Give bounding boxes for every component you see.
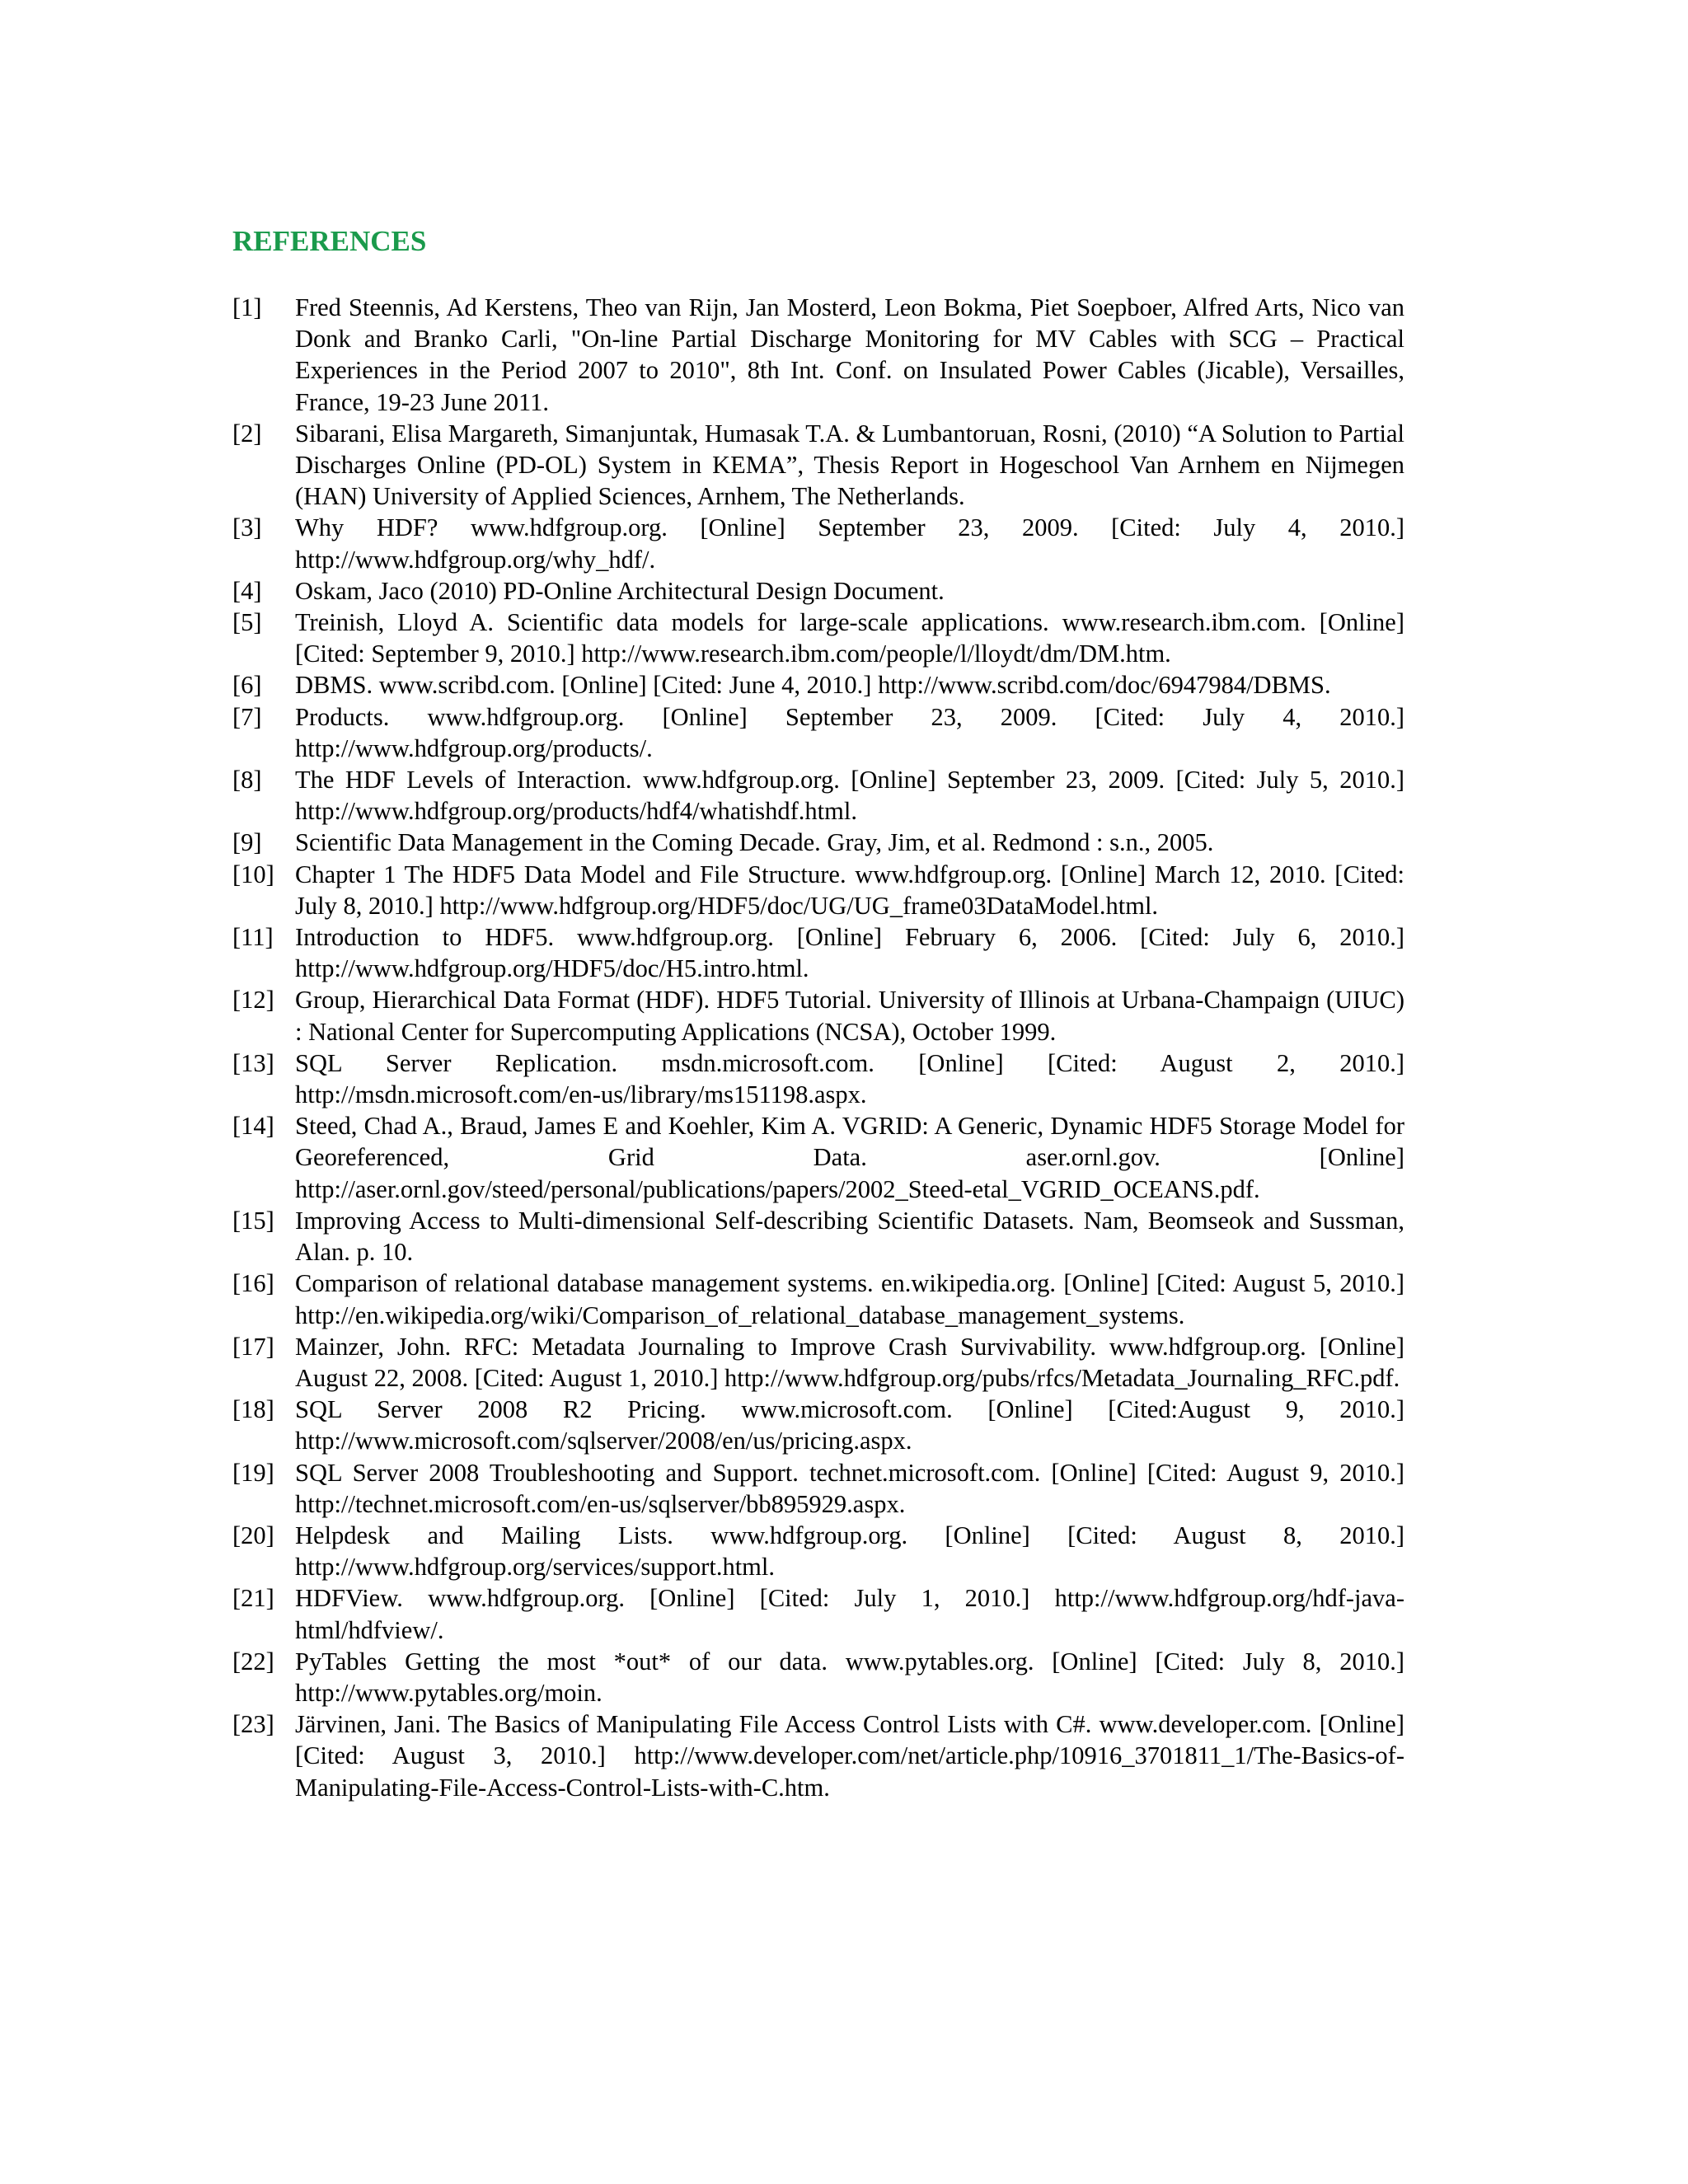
reference-item-3	[232, 512, 1404, 574]
reference-number: [8]	[232, 766, 262, 794]
reference-text: SQL Server 2008 R2 Pricing. www.microsoft.com. [Online] [Cited:August 9, 2010.] http://www.microsoft.com/sqlserver/2008/en/us/pricing.aspx.	[295, 1395, 1404, 1455]
reference-item-8	[232, 764, 1404, 827]
reference-text: Järvinen, Jani. The Basics of Manipulating File Access Control Lists with C#. www.developer.com. [Online] [Cited: August 3, 2010.] http://www.developer.com/net/article.php/10916_3701811_1/The-Basics-of-Manipulating-File-Access-Control-Lists-with-C.htm.	[295, 1710, 1404, 1802]
reference-text: SQL Server Replication. msdn.microsoft.com. [Online] [Cited: August 2, 2010.] http://msdn.microsoft.com/en-us/library/ms151198.aspx.	[295, 1048, 1404, 1109]
reference-text: Mainzer, John. RFC: Metadata Journaling to Improve Crash Survivability. www.hdfgroup.org. [Online] August 22, 2008. [Cited: August 1, 2010.] http://www.hdfgroup.org/pubs/rfcs/Metadata_Journaling_RFC.pdf.	[295, 1332, 1404, 1392]
reference-text: Introduction to HDF5. www.hdfgroup.org. [Online] February 6, 2006. [Cited: July 6, 2010.] http://www.hdfgroup.org/HDF5/doc/H5.intro.html.	[295, 923, 1404, 983]
reference-list	[232, 292, 1404, 1803]
reference-number: [21]	[232, 1584, 274, 1613]
reference-number: [14]	[232, 1112, 274, 1141]
reference-item-20	[232, 1520, 1404, 1582]
reference-text: HDFView. www.hdfgroup.org. [Online] [Cited: July 1, 2010.] http://www.hdfgroup.org/hdf-java-html/hdfview/.	[295, 1584, 1404, 1644]
reference-item-17	[232, 1331, 1404, 1394]
reference-text: Scientific Data Management in the Coming Decade. Gray, Jim, et al. Redmond : s.n., 2005.	[295, 828, 1214, 857]
reference-number: [20]	[232, 1521, 274, 1549]
reference-text: Fred Steennis, Ad Kerstens, Theo van Rijn, Jan Mosterd, Leon Bokma, Piet Soepboer, Alfred Arts, Nico van Donk and Branko Carli, "On-line Partial Discharge Monitoring for MV Cables with SCG – Practical Experiences in the Period 2007 to 2010", 8th Int. Conf. on Insulated Power Cables (Jicable), Versailles, France, 19-23 June 2011.	[295, 293, 1404, 416]
reference-item-10	[232, 859, 1404, 921]
reference-item-19	[232, 1457, 1404, 1520]
reference-number: [12]	[232, 986, 274, 1015]
reference-item-4	[232, 575, 1404, 607]
reference-item-2	[232, 418, 1404, 513]
reference-text: Treinish, Lloyd A. Scientific data models for large-scale applications. www.research.ibm.com. [Online] [Cited: September 9, 2010.] http://www.research.ibm.com/people/l/lloydt/dm/DM.htm.	[295, 608, 1404, 668]
reference-number: [6]	[232, 671, 262, 700]
reference-item-5	[232, 607, 1404, 669]
reference-item-23	[232, 1708, 1404, 1803]
reference-item-11	[232, 921, 1404, 984]
reference-item-1	[232, 292, 1404, 418]
reference-number: [7]	[232, 702, 262, 731]
reference-text: The HDF Levels of Interaction. www.hdfgroup.org. [Online] September 23, 2009. [Cited: July 5, 2010.] http://www.hdfgroup.org/products/hdf4/whatishdf.html.	[295, 766, 1404, 826]
reference-text: SQL Server 2008 Troubleshooting and Support. technet.microsoft.com. [Online] [Cited: August 9, 2010.] http://technet.microsoft.com/en-us/sqlserver/bb895929.aspx.	[295, 1458, 1404, 1518]
reference-number: [19]	[232, 1458, 274, 1487]
reference-text: DBMS. www.scribd.com. [Online] [Cited: June 4, 2010.] http://www.scribd.com/doc/6947984/DBMS.	[295, 671, 1331, 700]
reference-item-7	[232, 701, 1404, 764]
reference-item-21	[232, 1582, 1404, 1645]
reference-text: Helpdesk and Mailing Lists. www.hdfgroup.org. [Online] [Cited: August 8, 2010.] http://www.hdfgroup.org/services/support.html.	[295, 1521, 1404, 1582]
reference-text: Sibarani, Elisa Margareth, Simanjuntak, Humasak T.A. & Lumbantoruan, Rosni, (2010) “A Solution to Partial Discharges Online (PD-OL) System in KEMA”, Thesis Report in Hogeschool Van Arnhem en Nijmegen (HAN) University of Applied Sciences, Arnhem, The Netherlands.	[295, 419, 1404, 511]
reference-item-16	[232, 1268, 1404, 1330]
reference-number: [10]	[232, 860, 274, 888]
reference-number: [18]	[232, 1395, 274, 1424]
reference-item-15	[232, 1205, 1404, 1268]
reference-number: [5]	[232, 608, 262, 637]
reference-item-22	[232, 1646, 1404, 1708]
reference-number: [2]	[232, 419, 262, 448]
reference-text: Why HDF? www.hdfgroup.org. [Online] September 23, 2009. [Cited: July 4, 2010.] http://www.hdfgroup.org/why_hdf/.	[295, 513, 1404, 574]
reference-text: Products. www.hdfgroup.org. [Online] September 23, 2009. [Cited: July 4, 2010.] http://www.hdfgroup.org/products/.	[295, 702, 1404, 762]
reference-text: PyTables Getting the most *out* of our data. www.pytables.org. [Online] [Cited: July 8, 2010.] http://www.pytables.org/moin.	[295, 1647, 1404, 1707]
reference-number: [23]	[232, 1710, 274, 1739]
reference-text: Comparison of relational database management systems. en.wikipedia.org. [Online] [Cited: August 5, 2010.] http://en.wikipedia.org/wiki/Comparison_of_relational_database_management_systems.	[295, 1269, 1404, 1329]
reference-item-6	[232, 669, 1404, 701]
reference-number: [15]	[232, 1206, 274, 1235]
reference-item-9	[232, 827, 1404, 858]
reference-text: Steed, Chad A., Braud, James E and Koehler, Kim A. VGRID: A Generic, Dynamic HDF5 Storage Model for Georeferenced, Grid Data. aser.ornl.gov. [Online] http://aser.ornl.gov/steed/personal/publications/papers/2002_Steed-etal_VGRID_OCEANS.pdf.	[295, 1112, 1404, 1203]
reference-number: [13]	[232, 1048, 274, 1077]
reference-number: [4]	[232, 576, 262, 605]
reference-number: [9]	[232, 828, 262, 857]
reference-number: [1]	[232, 293, 262, 321]
reference-text: Chapter 1 The HDF5 Data Model and File Structure. www.hdfgroup.org. [Online] March 12, 2010. [Cited: July 8, 2010.] http://www.hdfgroup.org/HDF5/doc/UG/UG_frame03DataModel.html.	[295, 860, 1404, 920]
reference-item-14	[232, 1110, 1404, 1205]
reference-item-18	[232, 1394, 1404, 1456]
reference-number: [11]	[232, 923, 274, 952]
reference-item-13	[232, 1047, 1404, 1110]
reference-number: [22]	[232, 1647, 274, 1675]
page-title: REFERENCES	[232, 225, 427, 257]
reference-number: [16]	[232, 1269, 274, 1298]
reference-number: [3]	[232, 513, 262, 542]
reference-item-12	[232, 984, 1404, 1047]
reference-text: Group, Hierarchical Data Format (HDF). HDF5 Tutorial. University of Illinois at Urbana-Champaign (UIUC) : National Center for Supercomputing Applications (NCSA), October 1999.	[295, 986, 1404, 1046]
reference-text: Oskam, Jaco (2010) PD-Online Architectural Design Document.	[295, 576, 945, 605]
reference-text: Improving Access to Multi-dimensional Self-describing Scientific Datasets. Nam, Beomseok and Sussman, Alan. p. 10.	[295, 1206, 1404, 1267]
reference-number: [17]	[232, 1332, 274, 1361]
